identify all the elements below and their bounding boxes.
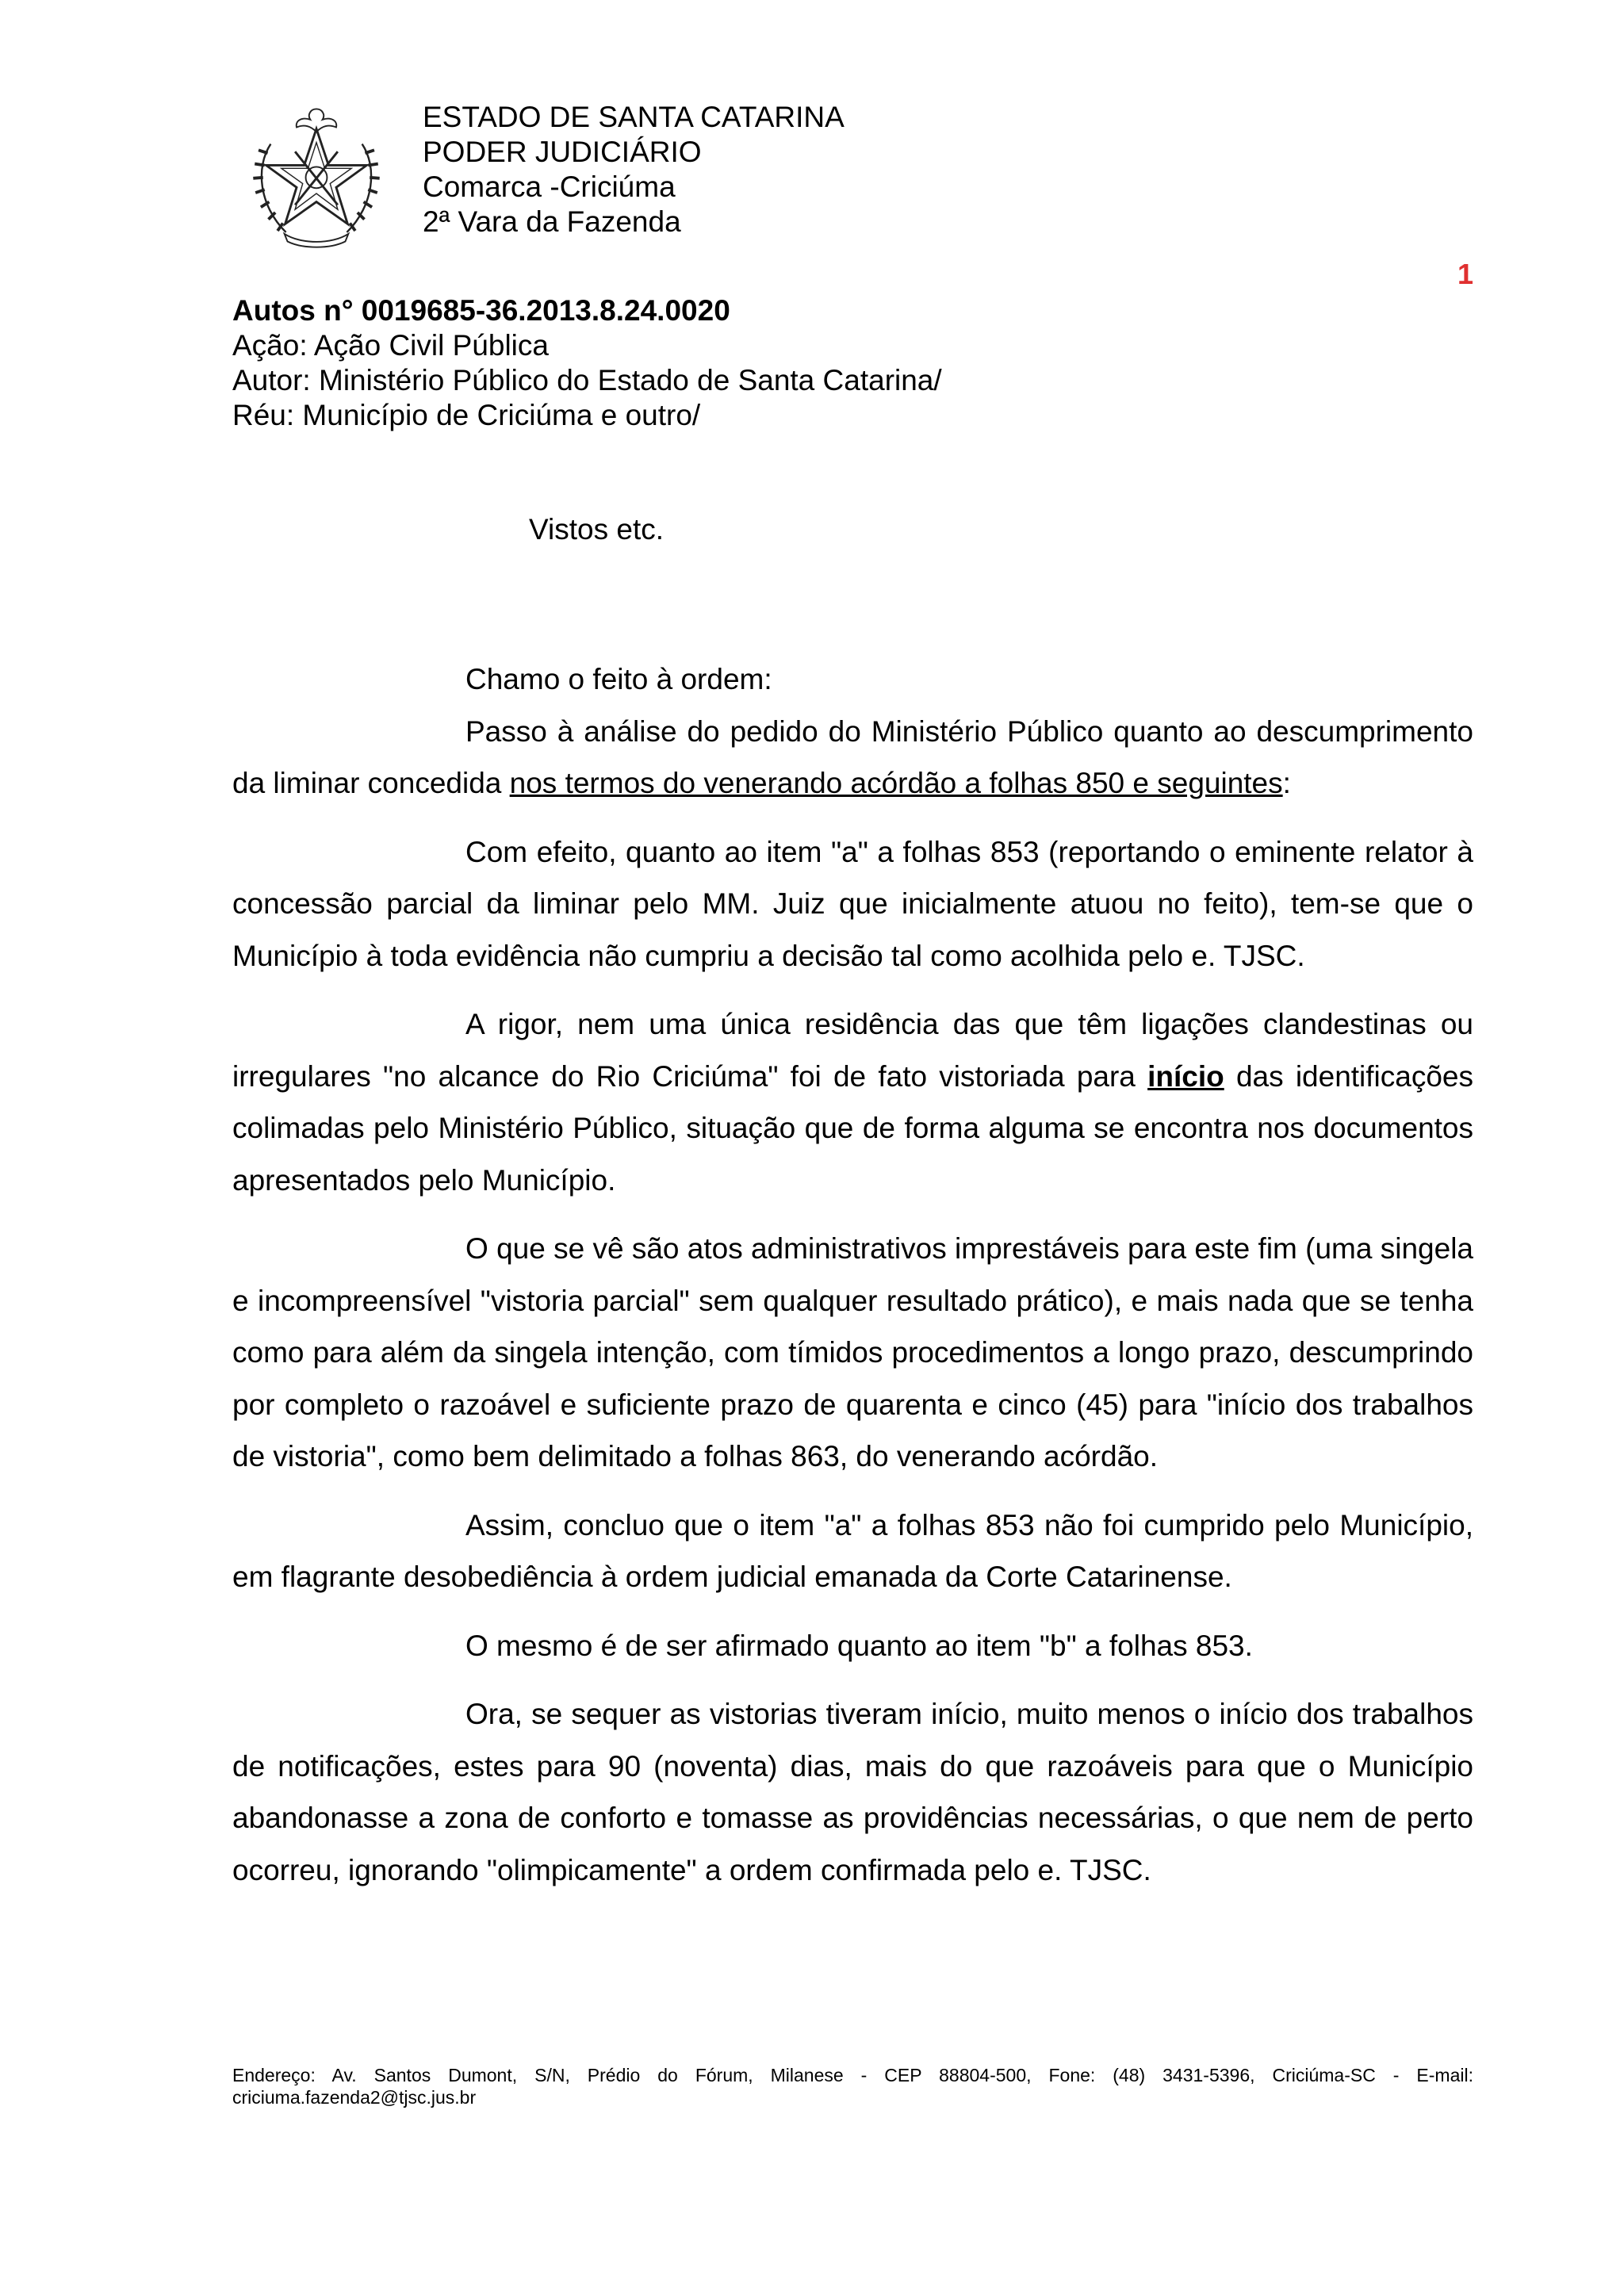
paragraph-2-end: : (1282, 767, 1291, 799)
header-branch: PODER JUDICIÁRIO (423, 136, 702, 168)
header-vara: 2ª Vara da Fazenda (423, 205, 681, 238)
paragraph-2 (232, 706, 1473, 810)
case-info (232, 293, 942, 433)
document-body (232, 653, 1473, 1913)
court-header (423, 100, 845, 239)
coat-of-arms-icon (240, 98, 393, 251)
header-comarca: Comarca -Criciúma (423, 170, 676, 203)
greeting: Vistos etc. (529, 513, 665, 546)
case-author: Autor: Ministério Público do Estado de Santa Catarina/ (232, 364, 942, 396)
paragraph-2-text: Passo à análise do pedido do Ministério Público quanto ao descumprimento da liminar concedida (232, 714, 1473, 799)
paragraph-4-text: A rigor, nem uma única residência das que têm ligações clandestinas ou irregulares "no alcance do Rio Criciúma" foi de fato vistoriada para (232, 1008, 1473, 1093)
paragraph-4-emphasis: início (1147, 1059, 1224, 1093)
page-footer (232, 2064, 1473, 2108)
paragraph-2-underlined: nos termos do venerando acórdão a folhas 850 e seguintes (509, 767, 1283, 799)
case-defendant: Réu: Município de Criciúma e outro/ (232, 399, 701, 431)
paragraph-6: Assim, concluo que o item "a" a folhas 853 não foi cumprido pelo Município, em flagrante desobediência à ordem judicial emanada da Corte Catarinense. (232, 1508, 1473, 1593)
case-number: Autos n° 0019685-36.2013.8.24.0020 (232, 294, 730, 327)
footer-address: Endereço: Av. Santos Dumont, S/N, Prédio do Fórum, Milanese - CEP 88804-500, Fone: (48) 3431-5396, Criciúma-SC - E-mail: (232, 2065, 1473, 2085)
paragraph-4 (232, 998, 1473, 1206)
paragraph-4-end: das identificações colimadas pelo Ministério Público, situação que de forma alguma se encontra nos documentos apresentados pelo Município. (232, 1059, 1474, 1197)
paragraph-5: O que se vê são atos administrativos imprestáveis para este fim (uma singela e incompreensível "vistoria parcial" sem qualquer resultado prático), e mais nada que se tenha como para além da singela intenção, com tímidos procedimentos a longo prazo, descumprindo por completo o razoável e suficiente prazo de quarenta e cinco (45) para "início dos trabalhos de vistoria", como bem delimitado a folhas 863, do venerando acórdão. (232, 1232, 1473, 1473)
header-state: ESTADO DE SANTA CATARINA (423, 101, 845, 133)
paragraph-3: Com efeito, quanto ao item "a" a folhas 853 (reportando o eminente relator à concessão parcial da liminar pelo MM. Juiz que inicialmente atuou no feito), tem-se que o Município à toda evidência não cumpriu a decisão tal como acolhida pelo e. TJSC. (232, 835, 1473, 972)
footer-email: criciuma.fazenda2@tjsc.jus.br (232, 2087, 477, 2108)
paragraph-7: O mesmo é de ser afirmado quanto ao item "b" a folhas 853. (465, 1629, 1253, 1662)
paragraph-1: Chamo o feito à ordem: (465, 663, 772, 695)
case-action: Ação: Ação Civil Pública (232, 329, 549, 362)
page-number: 1 (1457, 258, 1473, 290)
paragraph-8: Ora, se sequer as vistorias tiveram início, muito menos o início dos trabalhos de notificações, estes para 90 (noventa) dias, mais do que razoáveis para que o Município abandonasse a zona de conforto e tomasse as providências necessárias, o que nem de perto ocorreu, ignorando "olimpicamente" a ordem confirmada pelo e. TJSC. (232, 1698, 1473, 1886)
